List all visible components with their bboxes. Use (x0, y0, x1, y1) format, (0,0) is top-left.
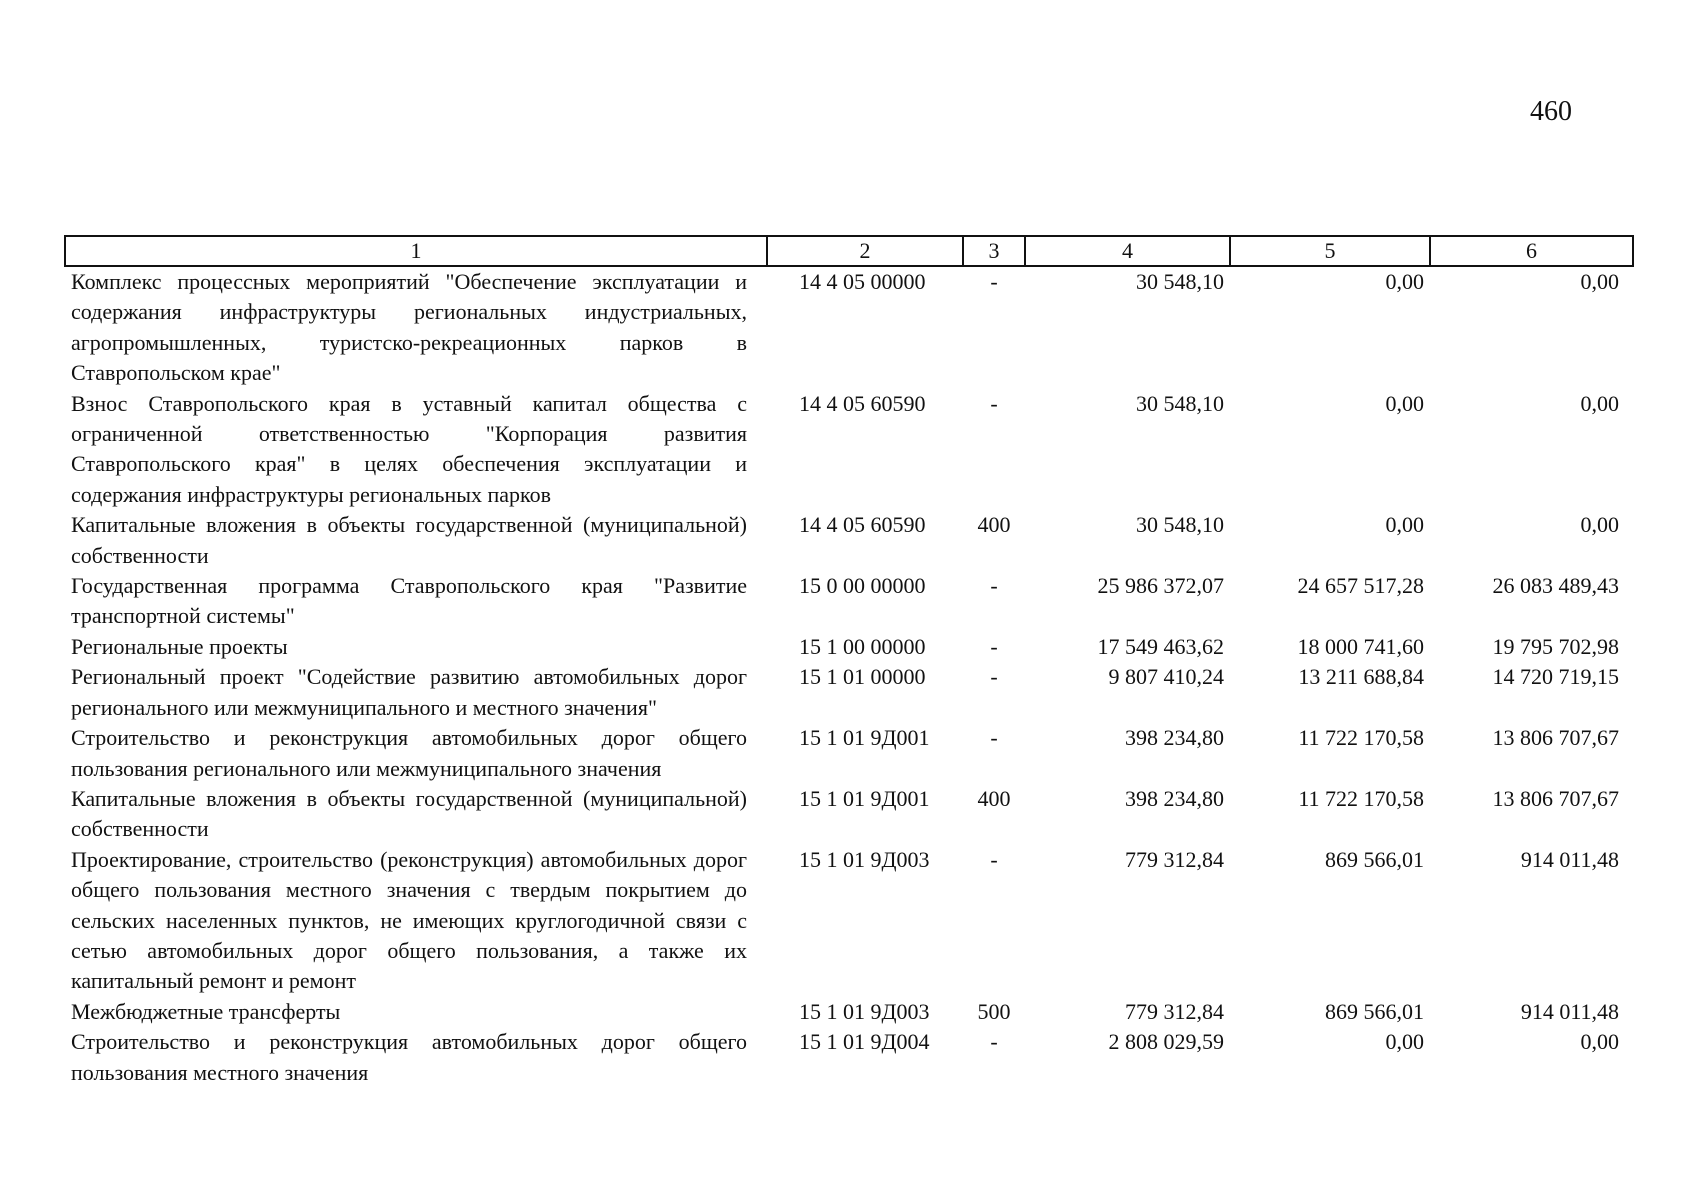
row-value-1-cell: 2 808 029,59 (1108, 1029, 1224, 1055)
row-value-3-cell: 0,00 (1580, 1029, 1619, 1055)
row-value-2-cell: 0,00 (1385, 390, 1424, 416)
row-value-3-cell: 26 083 489,43 (1492, 573, 1619, 599)
row-code-cell: 15 1 01 9Д001 (799, 785, 930, 811)
row-value-1-cell: 30 548,10 (1136, 390, 1224, 416)
row-type-cell: - (990, 269, 998, 294)
row-name-cell: Государственная программа Ставропольского края "Развитие транспортной системы" (71, 573, 747, 629)
row-type-cell: 400 (977, 785, 1011, 811)
row-value-3-cell: 13 806 707,67 (1492, 725, 1619, 751)
row-code-cell: 15 1 01 9Д003 (799, 846, 930, 872)
row-name-cell: Региональный проект "Содействие развитию автомобильных дорог регионального или межмуниципального и местного значения" (71, 664, 747, 720)
row-code-cell: 15 1 00 00000 (799, 633, 926, 659)
table-body (65, 266, 1633, 1088)
row-name-cell: Строительство и реконструкция автомобильных дорог общего пользования местного значения (71, 1029, 747, 1085)
column-header: 2 (767, 236, 963, 266)
table-row (65, 571, 1633, 632)
row-name-cell: Капитальные вложения в объекты государственной (муниципальной) собственности (71, 785, 747, 842)
table-row (65, 1027, 1633, 1088)
row-name-cell: Капитальные вложения в объекты государственной (муниципальной) собственности (71, 512, 747, 568)
row-value-1-cell: 398 234,80 (1125, 725, 1224, 751)
page-number: 460 (1530, 96, 1572, 127)
row-value-3-cell: 14 720 719,15 (1492, 664, 1619, 690)
row-code-cell: 15 1 01 00000 (799, 664, 926, 690)
row-name-cell: Комплекс процессных мероприятий "Обеспечение эксплуатации и содержания инфраструктуры региональных индустриальных, агропромышленных, туристско-рекреационных парков в Ставропольском крае" (71, 269, 747, 386)
row-value-2-cell: 11 722 170,58 (1298, 785, 1424, 811)
budget-table (64, 235, 1634, 1088)
table-row (65, 997, 1633, 1027)
column-header: 6 (1430, 236, 1633, 266)
table-row (65, 723, 1633, 784)
row-value-3-cell: 0,00 (1580, 512, 1619, 538)
row-type-cell: - (990, 390, 998, 416)
table-row (65, 266, 1633, 389)
table-row (65, 632, 1633, 662)
header-row (65, 236, 1633, 266)
row-value-1-cell: 25 986 372,07 (1097, 573, 1224, 599)
row-code-cell: 14 4 05 60590 (799, 512, 926, 538)
row-value-2-cell: 869 566,01 (1325, 846, 1424, 872)
row-name-cell: Региональные проекты (71, 633, 288, 659)
column-header: 3 (963, 236, 1025, 266)
column-header: 5 (1230, 236, 1430, 266)
row-value-1-cell: 30 548,10 (1136, 512, 1224, 538)
table-row (65, 510, 1633, 571)
row-value-1-cell: 779 312,84 (1125, 846, 1224, 872)
row-code-cell: 15 1 01 9Д001 (799, 725, 930, 751)
column-header: 4 (1025, 236, 1230, 266)
row-name-cell: Межбюджетные трансферты (71, 998, 341, 1024)
row-value-2-cell: 0,00 (1385, 512, 1424, 538)
row-value-2-cell: 13 211 688,84 (1298, 664, 1424, 690)
row-value-3-cell: 0,00 (1580, 390, 1619, 416)
row-type-cell: - (990, 846, 998, 872)
row-type-cell: 500 (977, 998, 1011, 1024)
row-name-cell: Строительство и реконструкция автомобильных дорог общего пользования регионального или межмуниципального значения (71, 725, 747, 781)
row-code-cell: 14 4 05 00000 (799, 269, 926, 294)
table-row (65, 662, 1633, 723)
row-value-1-cell: 779 312,84 (1125, 998, 1224, 1024)
row-type-cell: 400 (977, 512, 1011, 538)
row-type-cell: - (990, 664, 998, 690)
row-value-3-cell: 13 806 707,67 (1492, 785, 1619, 811)
row-value-2-cell: 869 566,01 (1325, 998, 1424, 1024)
row-value-1-cell: 17 549 463,62 (1097, 633, 1224, 659)
row-value-2-cell: 0,00 (1385, 269, 1424, 294)
row-name-cell: Проектирование, строительство (реконструкция) автомобильных дорог общего пользования местного значения с твердым покрытием до сельских населенных пунктов, не имеющих круглогодичной связи с сетью автомобильных дорог общего пользования, а также их капитальный ремонт и ремонт (71, 846, 747, 994)
row-value-3-cell: 19 795 702,98 (1492, 633, 1619, 659)
row-type-cell: - (990, 1029, 998, 1055)
row-value-1-cell: 398 234,80 (1125, 785, 1224, 811)
row-value-3-cell: 914 011,48 (1520, 846, 1619, 872)
row-value-2-cell: 24 657 517,28 (1297, 573, 1424, 599)
row-value-2-cell: 18 000 741,60 (1297, 633, 1424, 659)
row-value-2-cell: 11 722 170,58 (1298, 725, 1424, 751)
row-value-1-cell: 9 807 410,24 (1108, 664, 1224, 690)
table-row (65, 845, 1633, 997)
row-code-cell: 15 1 01 9Д003 (799, 998, 930, 1024)
column-header: 1 (65, 236, 767, 266)
row-value-3-cell: 0,00 (1580, 269, 1619, 294)
row-type-cell: - (990, 573, 998, 599)
row-code-cell: 14 4 05 60590 (799, 390, 926, 416)
row-type-cell: - (990, 633, 998, 659)
row-type-cell: - (990, 725, 998, 751)
row-name-cell: Взнос Ставропольского края в уставный капитал общества с ограниченной ответственностью "Корпорация развития Ставропольского края" в целях обеспечения эксплуатации и содержания инфраструктуры региональных парков (71, 390, 747, 507)
row-code-cell: 15 1 01 9Д004 (799, 1029, 930, 1055)
row-value-2-cell: 0,00 (1385, 1029, 1424, 1055)
table-row (65, 389, 1633, 511)
row-value-3-cell: 914 011,48 (1520, 998, 1619, 1024)
table-row (65, 784, 1633, 845)
row-value-1-cell: 30 548,10 (1136, 269, 1224, 294)
row-code-cell: 15 0 00 00000 (799, 573, 926, 599)
